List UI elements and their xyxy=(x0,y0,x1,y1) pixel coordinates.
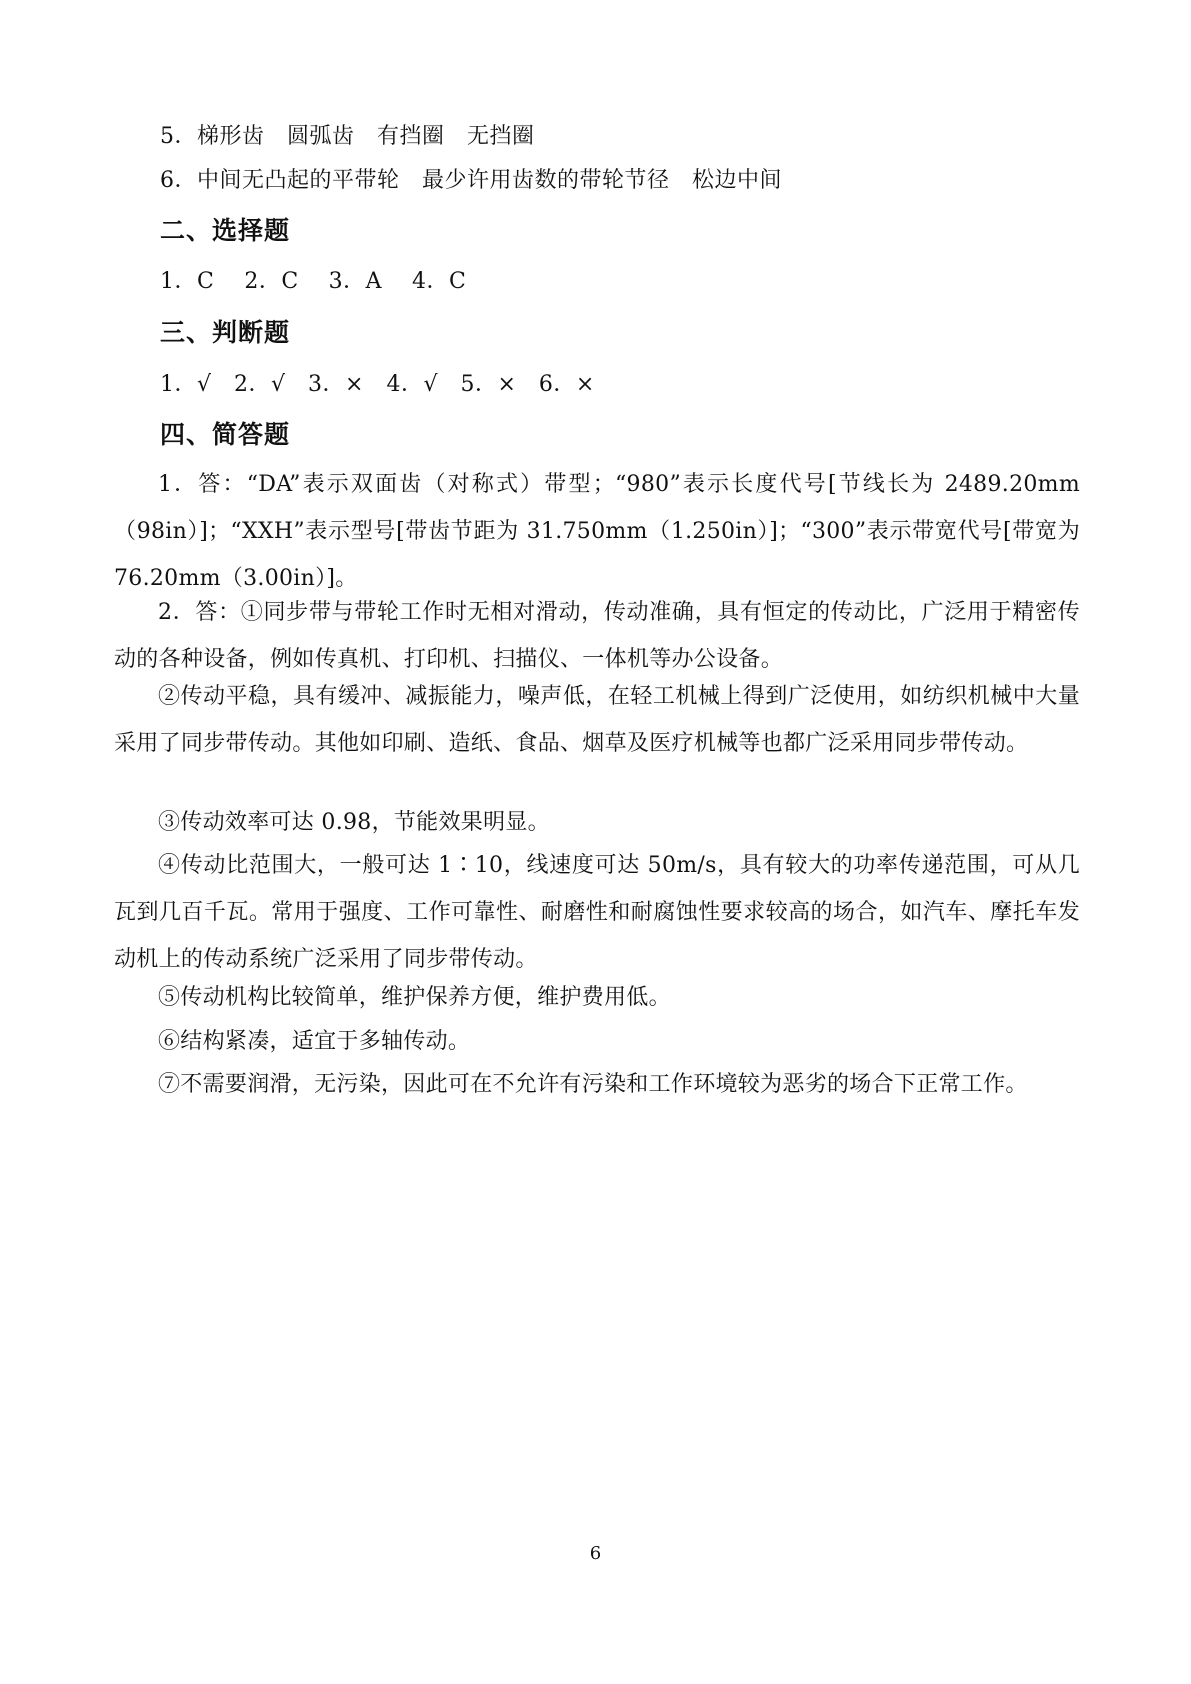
answer-point-7: ⑦不需要润滑，无污染，因此可在不允许有污染和工作环境较为恶劣的场合下正常工作。 xyxy=(158,1072,1028,1097)
answer-paragraph-1: 1．答：“DA”表示双面齿（对称式）带型；“980”表示长度代号[节线长为 2489.20mm（98in）]；“XXH”表示型号[带齿节距为 31.750mm（1.250in）]；“300”表示带宽代号[带宽为 76.20mm（3.00in）]。 xyxy=(114,472,1080,591)
fill-in-answer-6: 6．中间无凸起的平带轮 最少许用齿数的带轮节径 松边中间 xyxy=(160,168,782,193)
answer-point-5: ⑤传动机构比较简单，维护保养方便，维护费用低。 xyxy=(158,985,671,1010)
fill-in-answer-5: 5．梯形齿 圆弧齿 有挡圈 无挡圈 xyxy=(160,124,535,149)
answer-point-4: ④传动比范围大，一般可达 1∶10，线速度可达 50m/s，具有较大的功率传递范围，可从几瓦到几百千瓦。常用于强度、工作可靠性、耐磨性和耐腐蚀性要求较高的场合，如汽车、摩托车发动机上的传动系统广泛采用了同步带传动。 xyxy=(114,853,1080,972)
answer-point-3: ③传动效率可达 0.98，节能效果明显。 xyxy=(158,810,550,835)
page-number: 6 xyxy=(589,1543,602,1564)
section-title-short-answer: 四、简答题 xyxy=(160,420,291,449)
answer-point-6: ⑥结构紧凑，适宜于多轴传动。 xyxy=(158,1029,471,1054)
judgment-answers: 1．√ 2．√ 3．× 4．√ 5．× 6．× xyxy=(160,372,595,397)
section-title-choice: 二、选择题 xyxy=(160,216,291,245)
answer-point-2: ②传动平稳，具有缓冲、减振能力，噪声低，在轻工机械上得到广泛使用，如纺织机械中大量采用了同步带传动。其他如印刷、造纸、食品、烟草及医疗机械等也都广泛采用同步带传动。 xyxy=(114,684,1080,756)
section-title-judgment: 三、判断题 xyxy=(160,318,291,347)
choice-answers: 1．C 2．C 3．A 4．C xyxy=(160,269,467,294)
answer-paragraph-2: 2．答：①同步带与带轮工作时无相对滑动，传动准确，具有恒定的传动比，广泛用于精密传动的各种设备，例如传真机、打印机、扫描仪、一体机等办公设备。 xyxy=(114,600,1080,672)
